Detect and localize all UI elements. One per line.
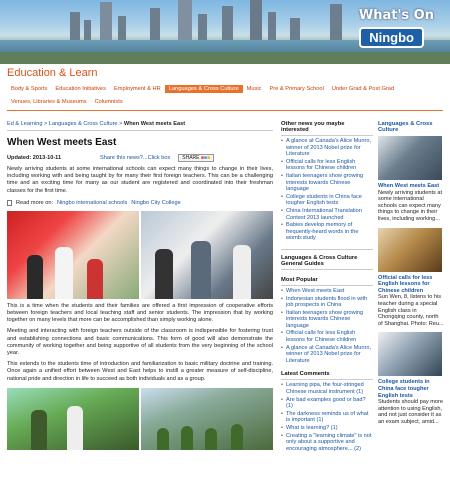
nav-item-columnists[interactable]: Columnists — [94, 98, 123, 105]
list-item[interactable]: • Italian teenagers show growing interests towards Chinese language — [281, 310, 373, 330]
story-title-2[interactable]: Official calls for less English lessons for Chinese children — [378, 274, 433, 294]
breadcrumb-languages[interactable]: Languages & Cross Culture — [48, 121, 118, 127]
list-item[interactable]: • Official calls for less English lessons for Chinese children — [281, 330, 373, 343]
story-thumb-3[interactable] — [378, 332, 442, 376]
tag-link-international-schools[interactable]: Ningbo international schools — [57, 199, 128, 206]
category-column — [378, 121, 444, 430]
story-text-3: Students should pay more attention to using English, and not just consider it as an exam subject, amid... — [378, 399, 443, 425]
photo-students-registering — [7, 211, 139, 299]
nav-item-education-initiatives[interactable]: Education Initiatives — [55, 85, 106, 92]
list-item[interactable]: • Indonesian students flood in with job prospects in China — [281, 296, 373, 309]
list-item[interactable]: • The darkness reminds us of what is important (1) — [281, 411, 373, 424]
photo-students-drilling — [141, 388, 273, 450]
breadcrumb-current: When West meets East — [123, 121, 186, 127]
nav-divider — [7, 110, 443, 111]
other-news-list — [281, 138, 373, 242]
list-item[interactable]: • Learning pipa, the four-stringed Chinese musical instrument (1) — [281, 382, 373, 395]
most-popular-heading: Most Popular — [281, 277, 373, 286]
nav-item-employment-hr[interactable]: Employment & HR — [113, 85, 161, 92]
nav-item-under-grad-post-grad[interactable]: Under Grad & Post Grad — [331, 85, 395, 92]
list-item[interactable]: • Official calls for less English lessons for Chinese children — [281, 159, 373, 172]
list-item[interactable]: • What is learning? (1) — [281, 425, 373, 432]
section-nav-row1 — [7, 83, 443, 94]
breadcrumb: Ed & Learning > Languages & Cross Culture > When West meets East — [7, 121, 273, 131]
latest-comments-list — [281, 382, 373, 452]
read-more: Read more on: Ningbo international schools Ningbo City College — [7, 200, 273, 206]
list-item[interactable]: • Babies develop memory of frequently-heard words in the womb:study — [281, 222, 373, 242]
share-button[interactable]: SHARE ■■■ — [178, 154, 214, 162]
story-title-1[interactable]: When West meets East — [378, 183, 440, 189]
article-paragraph-2: This is a time when the students and their families are offered a first impression of cooperative efforts between foreign teachers and local teaching staff and senior students. The impression that by working together on many levels that more can be accomplished than simply working alone. — [7, 302, 273, 324]
category-heading[interactable]: Languages & Cross Culture — [378, 121, 433, 133]
article-main — [7, 121, 273, 450]
list-item[interactable]: • Italian teenagers show growing interests towards Chinese language — [281, 173, 373, 193]
site-banner — [0, 0, 450, 64]
article-paragraph-1: Newly arriving students at some international schools can expect many things to change in their lives, including working with and being taught by for many their first foreign teachers. This can be a challenging time and an exciting time for many as our student are registered and coordinated into their freshman classes for the first time. — [7, 166, 273, 194]
latest-comments-heading: Latest Comments — [281, 371, 373, 380]
article-photo-1 — [7, 211, 273, 299]
story-title-3[interactable]: College students in China face tougher English tests — [378, 379, 430, 399]
nav-item-venues-libraries-museums[interactable]: Venues, Libraries & Museums — [11, 98, 87, 105]
tag-link-city-college[interactable]: Ningbo City College — [131, 199, 181, 206]
article-paragraph-4: This extends to the students time of introduction and familiarization to basic military doctrine and training. Once again a unified effort between West and East helps to instill a greater measure of self-discipline, national pride and direction in life to succeed as both individuals and as a group. — [7, 361, 273, 382]
site-logo-line1[interactable]: What's On — [358, 8, 434, 23]
story-thumb-1[interactable] — [378, 136, 442, 180]
article-meta — [7, 154, 273, 162]
nav-item-body-sports[interactable]: Body & Sports — [11, 85, 48, 92]
list-item[interactable]: • China International Translation Contest 2013 launched — [281, 208, 373, 221]
breadcrumb-ed-learning[interactable]: Ed & Learning — [7, 121, 43, 127]
share-prompt[interactable]: Share this news?...Click box — [100, 155, 171, 161]
story-text-1: Newly arriving students at some international schools can expect many things to change in their lives, including working... — [378, 189, 443, 222]
list-item[interactable]: • Are bad examples good or bad? (1) — [281, 397, 373, 410]
photo-teachers-greeting — [141, 211, 273, 299]
nav-item-languages-cross-culture[interactable]: Languages & Cross Culture — [165, 85, 243, 93]
related-column — [281, 121, 373, 459]
site-logo-line2[interactable]: Ningbo — [359, 27, 424, 48]
general-guides-heading[interactable]: Languages & Cross Culture General Guides — [281, 255, 373, 270]
list-item[interactable]: • Creating a "learning climate" is not only about a supportive and encouraging atmosphere... (2) — [281, 433, 373, 453]
nav-item-music[interactable]: Music — [246, 85, 262, 92]
section-nav-row2 — [7, 96, 443, 107]
section-nav — [7, 83, 443, 107]
section-title: Education & Learn — [7, 67, 98, 79]
list-item[interactable]: • A glance at Canada's Alice Munro, winner of 2013 Nobel prize for Literature — [281, 345, 373, 365]
article-paragraph-3: Meeting and interacting with foreign teachers outside of the classroom is indispensible for fostering trust and establishing connections and basic communications. This form of good will also demonstrate the community of working together and being supportive of all students from the very beginning of the school year. — [7, 328, 273, 357]
photo-military-training — [7, 388, 139, 450]
list-item[interactable]: • When West meets East — [281, 288, 373, 295]
doc-icon — [7, 200, 12, 206]
list-item[interactable]: • College students in China face tougher English tests — [281, 194, 373, 207]
most-popular-list — [281, 288, 373, 365]
updated-date: Updated: 2013-10-11 — [7, 155, 62, 161]
story-thumb-2[interactable] — [378, 228, 442, 272]
article-photo-2 — [7, 388, 273, 450]
nav-item-pre-primary-school[interactable]: Pre & Primary School — [269, 85, 324, 92]
story-text-2: Sun Wen, 8, listens to his teacher during a special English class in Chongqing county, north of Shanghai. Photo: Reu... — [378, 294, 444, 327]
article-title: When West meets East — [7, 137, 117, 148]
list-item[interactable]: • A glance at Canada's Alice Munro, winner of 2013 Nobel prize for Literature — [281, 138, 373, 158]
other-news-heading: Other news you maybe interested — [281, 121, 373, 136]
